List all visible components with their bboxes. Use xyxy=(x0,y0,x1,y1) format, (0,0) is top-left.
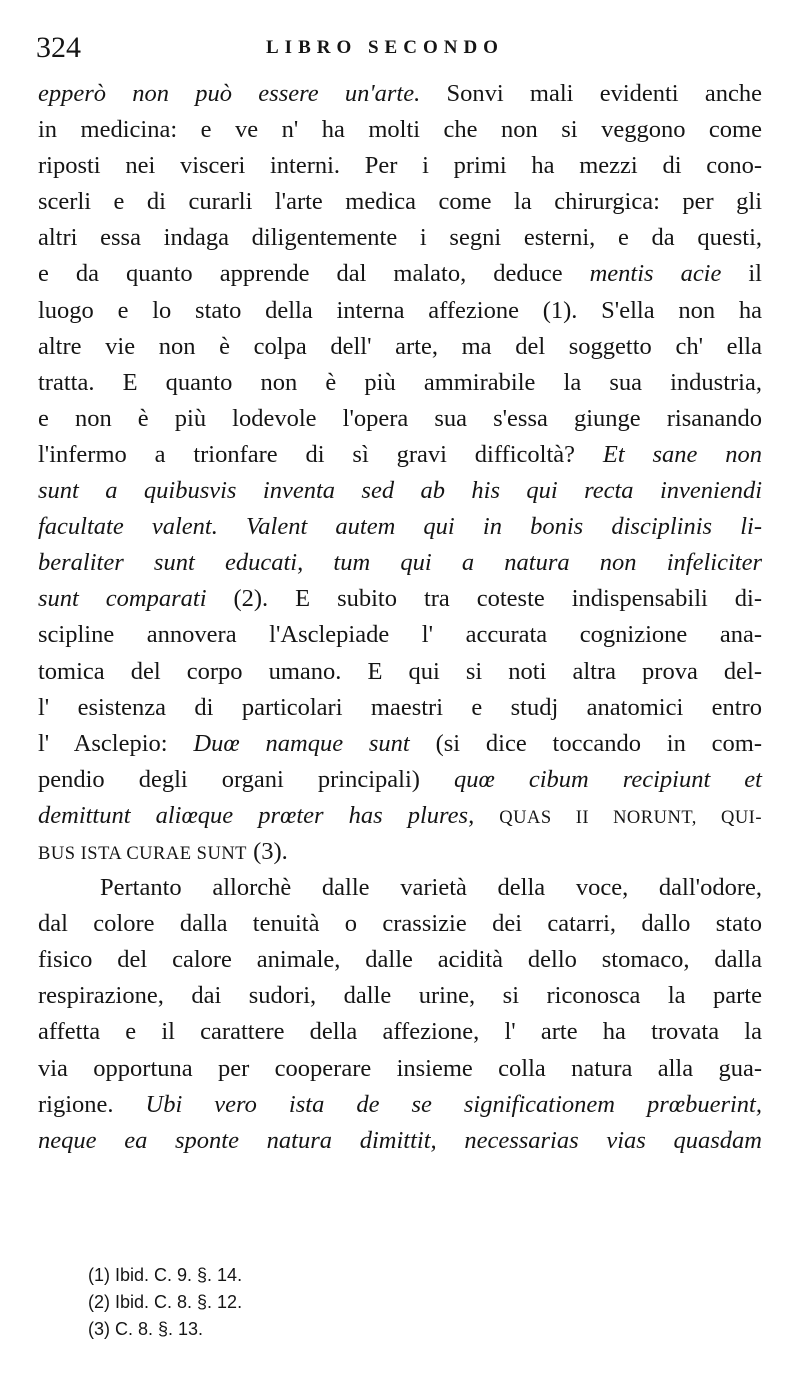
small-caps-run: QUAS II NORUNT, QUI- xyxy=(499,807,762,828)
italic-run: neque ea sponte natura dimittit, necessarias vias quasdam xyxy=(38,1126,762,1154)
italic-run: sunt a quibusvis inventa sed ab his qui recta inveniendi xyxy=(38,477,762,505)
italic-run: facultate valent. Valent autem qui in bonis disciplinis li- xyxy=(38,513,762,541)
paragraph-2 xyxy=(38,870,762,1159)
text-run: pendio degli organi principali) xyxy=(38,765,454,793)
text-line xyxy=(38,978,762,1014)
text-run: fisico del calore animale, dalle acidità dello stomaco, dalla xyxy=(38,946,762,974)
text-run: Pertanto allorchè dalle varietà della voce, dall'odore, xyxy=(100,874,762,902)
text-run: (3). xyxy=(246,837,288,865)
text-run: rigione. xyxy=(38,1090,146,1118)
text-line xyxy=(38,942,762,978)
text-line xyxy=(38,329,762,365)
text-line xyxy=(38,726,762,762)
text-run: altri essa indaga diligentemente i segni esterni, e da questi, xyxy=(38,224,762,252)
text-run: e da quanto apprende dal malato, deduce xyxy=(38,260,590,288)
text-line xyxy=(38,1123,762,1159)
text-line xyxy=(38,293,762,329)
italic-run: demittunt aliœque prœter has plures, xyxy=(38,801,475,829)
text-line xyxy=(38,762,762,798)
text-line xyxy=(38,870,762,906)
text-line xyxy=(38,798,762,834)
footnotes xyxy=(88,1262,488,1343)
text-line xyxy=(38,1014,762,1050)
text-line xyxy=(38,654,762,690)
running-title: LIBRO SECONDO xyxy=(266,37,504,58)
text-run: l' Asclepio: xyxy=(38,729,194,757)
text-run: tomica del corpo umano. E qui si noti altra prova del- xyxy=(38,657,762,685)
text-run: (2). E subito tra coteste indispensabili di- xyxy=(206,585,763,613)
text-line xyxy=(38,148,762,184)
text-run xyxy=(474,802,499,829)
text-run: Sonvi mali evidenti anche xyxy=(420,80,762,107)
text-line xyxy=(38,906,762,942)
text-line xyxy=(38,76,762,112)
text-run: in medicina: e ve n' ha molti che non si veggono come xyxy=(38,116,762,144)
text-run: dal colore dalla tenuità o crassizie dei catarri, dallo stato xyxy=(38,910,762,938)
text-run: riposti nei visceri interni. Per i primi ha mezzi di cono- xyxy=(38,152,762,180)
italic-run: Ubi vero ista de se significationem prœbuerint, xyxy=(145,1090,762,1118)
text-line xyxy=(38,834,762,870)
small-caps-run: BUS ISTA CURAE SUNT xyxy=(38,843,247,864)
text-run: l' esistenza di particolari maestri e studj anatomici entro xyxy=(38,693,762,721)
text-line xyxy=(38,256,762,292)
text-run: e non è più lodevole l'opera sua s'essa giunge risanando xyxy=(38,404,762,432)
text-line xyxy=(38,473,762,509)
footnote-1: (1) Ibid. C. 9. §. 14. xyxy=(88,1265,243,1285)
text-run: scerli e di curarli l'arte medica come la chirurgica: per gli xyxy=(38,188,762,216)
text-run: (si dice toccando in com- xyxy=(409,729,762,757)
text-run: tratta. E quanto non è più ammirabile la sua industria, xyxy=(38,368,762,396)
italic-run: mentis acie xyxy=(589,260,722,288)
italic-run: epperò non può essere un'arte. xyxy=(38,80,421,107)
text-line xyxy=(38,112,762,148)
text-run: via opportuna per cooperare insieme colla natura alla gua- xyxy=(38,1054,762,1082)
text-line xyxy=(38,1051,762,1087)
page-header xyxy=(36,28,766,78)
text-line xyxy=(38,690,762,726)
italic-run: beraliter sunt educati, tum qui a natura non infeliciter xyxy=(38,549,762,577)
footnote-2: (2) Ibid. C. 8. §. 12. xyxy=(88,1292,243,1312)
text-line xyxy=(38,184,762,220)
italic-run: quœ cibum recipiunt et xyxy=(453,765,762,793)
text-run: scipline annovera l'Asclepiade l' accurata cognizione ana- xyxy=(38,621,762,649)
text-line xyxy=(38,1087,762,1123)
text-line xyxy=(38,581,762,617)
text-run: affetta e il carattere della affezione, l' arte ha trovata la xyxy=(38,1018,762,1046)
italic-run: Duœ namque sunt xyxy=(193,729,410,757)
text-line xyxy=(38,365,762,401)
text-line xyxy=(38,401,762,437)
italic-run: sunt comparati xyxy=(38,585,207,613)
text-line xyxy=(38,220,762,256)
text-run: l'infermo a trionfare di sì gravi difficoltà? xyxy=(38,440,603,468)
text-line xyxy=(38,545,762,581)
text-line xyxy=(38,437,762,473)
italic-run: Et sane non xyxy=(602,440,762,468)
footnote-3: (3) C. 8. §. 13. xyxy=(88,1319,204,1339)
text-line xyxy=(38,617,762,653)
text-run: luogo e lo stato della interna affezione (1). S'ella non ha xyxy=(38,296,762,324)
text-run: respirazione, dai sudori, dalle urine, si riconosca la parte xyxy=(38,982,762,1010)
text-line xyxy=(38,509,762,545)
body-text xyxy=(38,76,762,1159)
page-number: 324 xyxy=(36,31,81,64)
text-run: il xyxy=(721,260,762,288)
text-run: altre vie non è colpa dell' arte, ma del soggetto ch' ella xyxy=(38,332,762,360)
paragraph-1 xyxy=(38,76,762,870)
